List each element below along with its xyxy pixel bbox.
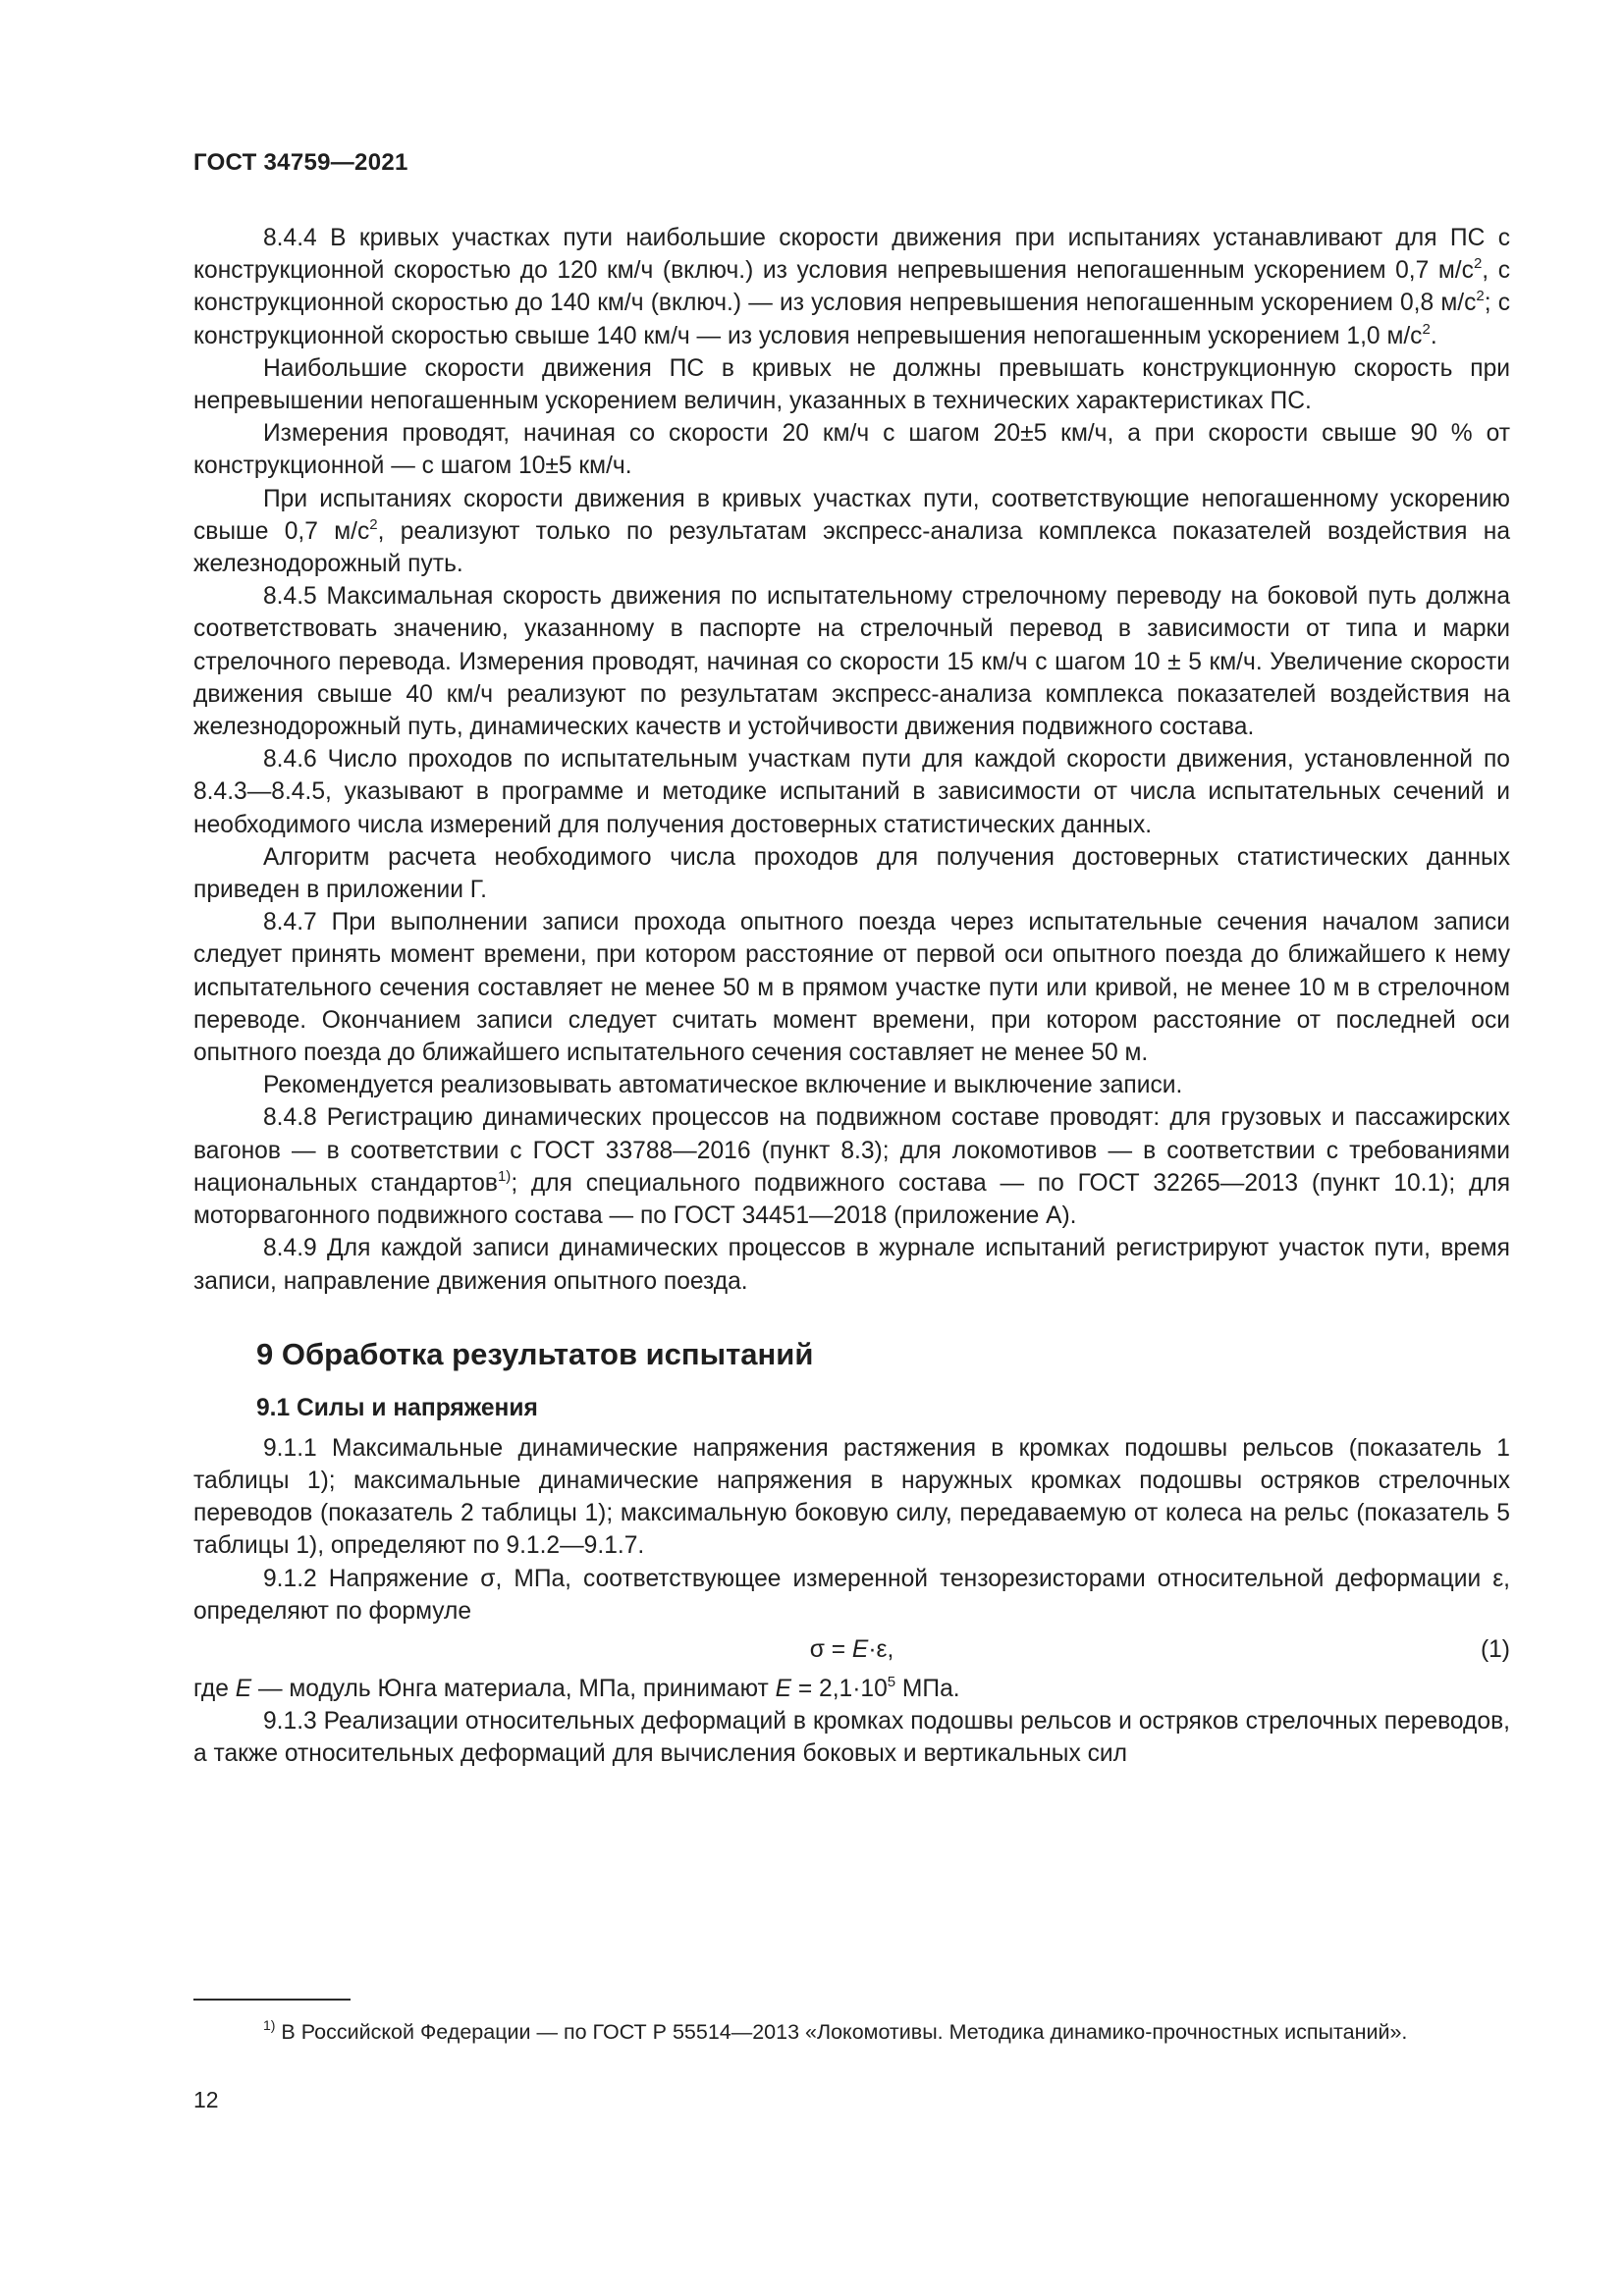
paragraph [193, 1232, 1510, 1297]
formula-explanation [193, 1673, 1510, 1705]
superscript: 2 [1476, 288, 1485, 305]
document-body [193, 222, 1510, 1771]
where-exponent: 5 [887, 1673, 896, 1690]
superscript: 2 [1422, 320, 1431, 338]
paragraph [193, 1069, 1510, 1101]
formula-row [193, 1628, 1510, 1673]
paragraph-text: ; для специального подвижного состава — по ГОСТ 32265—2013 (пункт 10.1); для моторвагонного подвижного состава — по ГОСТ 34451—2018 (приложение А). [193, 1169, 1511, 1230]
paragraphs-section-8 [193, 222, 1510, 1298]
paragraph-text: Наибольшие скорости движения ПС в кривых не должны превышать конструкционную скорость при непревышении непогашенным ускорением величин, указанных в технических характеристиках ПС. [193, 354, 1510, 415]
paragraphs-section-9-cont [193, 1705, 1510, 1770]
where-value: = 2,1·10 [790, 1675, 888, 1702]
paragraphs-section-9 [193, 1432, 1510, 1628]
paragraph-text: 8.4.4 В кривых участках пути наибольшие скорости движения при испытаниях устанавливают для ПС с конструкционной скоростью до 120 км/ч (включ.) из условия непревышения непогашенным ускорением 0,7 м/с [193, 225, 1510, 285]
paragraph-text: , с конструкционной скоростью до 140 км/ч (включ.) — из условия непревышения непогашенным ускорением 0,8 м/с [193, 257, 1511, 317]
where-prefix: где [193, 1675, 236, 1702]
paragraph-text: Измерения проводят, начиная со скорости 20 км/ч с шагом 20±5 км/ч, а при скорости свыше 90 % от конструкционной — с шагом 10±5 км/ч. [193, 420, 1510, 480]
where-mid: — модуль Юнга материала, МПа, принимают [251, 1675, 776, 1702]
section-title: 9 Обработка результатов испытаний [256, 1336, 814, 1371]
paragraph-text: 8.4.8 Регистрацию динамических процессов на подвижном составе проводят: для грузовых и пассажирских вагонов — в соответствии с ГОСТ 33788—2016 (пункт 8.3); для локомотивов — в соответствии с требованиями национальных стандартов [193, 1104, 1510, 1197]
paragraph-text: 8.4.6 Число проходов по испытательным участкам пути для каждой скорости движения, установленной по 8.4.3—8.4.5, указывают в программе и методике испытаний в зависимости от числа испытательных сечений и необходимого числа измерений для получения достоверных статистических данных. [193, 746, 1510, 838]
formula-right: ·ε, [868, 1635, 894, 1663]
paragraph [193, 743, 1510, 841]
paragraph-text: При испытаниях скорости движения в кривых участках пути, соответствующие непогашенному ускорению свыше 0,7 м/с [193, 485, 1510, 545]
formula-left: σ = [809, 1635, 852, 1663]
paragraph [193, 841, 1510, 906]
formula-number: (1) [1480, 1635, 1510, 1663]
paragraph-text: . [1430, 322, 1437, 349]
formula-variable: E [851, 1635, 869, 1663]
paragraph [193, 352, 1510, 417]
superscript: 1) [497, 1167, 512, 1185]
paragraph-text: 8.4.5 Максимальная скорость движения по испытательному стрелочному переводу на боковой путь должна соответствовать значению, указанному в паспорте на стрелочный перевод в зависимости от типа и марки стрелочного перевода. Измерения проводят, начиная со скорости 15 км/ч с шагом 10 ± 5 км/ч. Увеличение скорости движения свыше 40 км/ч реализуют по результатам экспресс-анализа комплекса показателей воздействия на железнодорожный путь, динамических качеств и устойчивости движения подвижного состава. [193, 583, 1510, 741]
paragraph [193, 222, 1510, 352]
footnote-text: В Российской Федерации — по ГОСТ Р 55514—2013 «Локомотивы. Методика динамико-прочностных испытаний». [275, 2020, 1408, 2044]
paragraph-text: , реализуют только по результатам экспресс-анализа комплекса показателей воздействия на железнодорожный путь. [193, 517, 1510, 578]
paragraph [193, 580, 1510, 743]
paragraph-text: Рекомендуется реализовывать автоматическое включение и выключение записи. [263, 1072, 1183, 1099]
paragraph-text: 8.4.7 При выполнении записи прохода опытного поезда через испытательные сечения началом записи следует принять момент времени, при котором расстояние от первой оси опытного поезда до ближайшего к нему испытательного сечения составляет не менее 50 м в прямом участке пути или кривой, не менее 10 м в стрелочном переводе. Окончанием записи следует считать момент времени, при котором расстояние от последней оси опытного поезда до ближайшего испытательного сечения составляет не менее 50 м. [193, 909, 1510, 1067]
paragraph [193, 1705, 1510, 1770]
document-header: ГОСТ 34759—2021 [193, 149, 408, 176]
footnote-separator [193, 1999, 351, 2001]
paragraph [193, 906, 1510, 1069]
paragraph-text: 9.1.3 Реализации относительных деформаций в кромках подошвы рельсов и остряков стрелочных переводов, а также относительных деформаций для вычисления боковых и вертикальных сил [193, 1708, 1510, 1768]
paragraph-text: ; с конструкционной скоростью свыше 140 км/ч — из условия непревышения непогашенным ускорением 1,0 м/с [193, 290, 1510, 349]
paragraph [193, 483, 1510, 581]
where-unit: МПа. [895, 1675, 960, 1702]
paragraph-text: 8.4.9 Для каждой записи динамических процессов в журнале испытаний регистрируют участок пути, время записи, направление движения опытного поезда. [193, 1235, 1510, 1295]
where-var-1: E [235, 1675, 252, 1702]
footnote [193, 2016, 1510, 2048]
paragraph [193, 1432, 1510, 1563]
paragraph-text: 9.1.1 Максимальные динамические напряжения растяжения в кромках подошвы рельсов (показатель 1 таблицы 1); максимальные динамические напряжения в наружных кромках подошвы остряков стрелочных переводов (показатель 2 таблицы 1); максимальную боковую силу, передаваемую от колеса на рельс (показатель 5 таблицы 1), определяют по 9.1.2—9.1.7. [193, 1434, 1510, 1560]
formula [193, 1628, 1510, 1673]
paragraph-text: 9.1.2 Напряжение σ, МПа, соответствующее измеренной тензорезисторами относительной деформации ε, определяют по формуле [193, 1565, 1510, 1625]
paragraph [193, 417, 1510, 482]
where-var-2: E [775, 1675, 791, 1702]
subsection-title: 9.1 Силы и напряжения [256, 1394, 538, 1421]
page-number: 12 [193, 2087, 219, 2112]
paragraph-text: Алгоритм расчета необходимого числа проходов для получения достоверных статистических данных приведен в приложении Г. [193, 843, 1510, 904]
footnote-mark: 1) [263, 2017, 276, 2033]
paragraph [193, 1563, 1510, 1628]
superscript: 2 [369, 515, 378, 533]
paragraph [193, 1101, 1510, 1232]
superscript: 2 [1473, 255, 1483, 273]
